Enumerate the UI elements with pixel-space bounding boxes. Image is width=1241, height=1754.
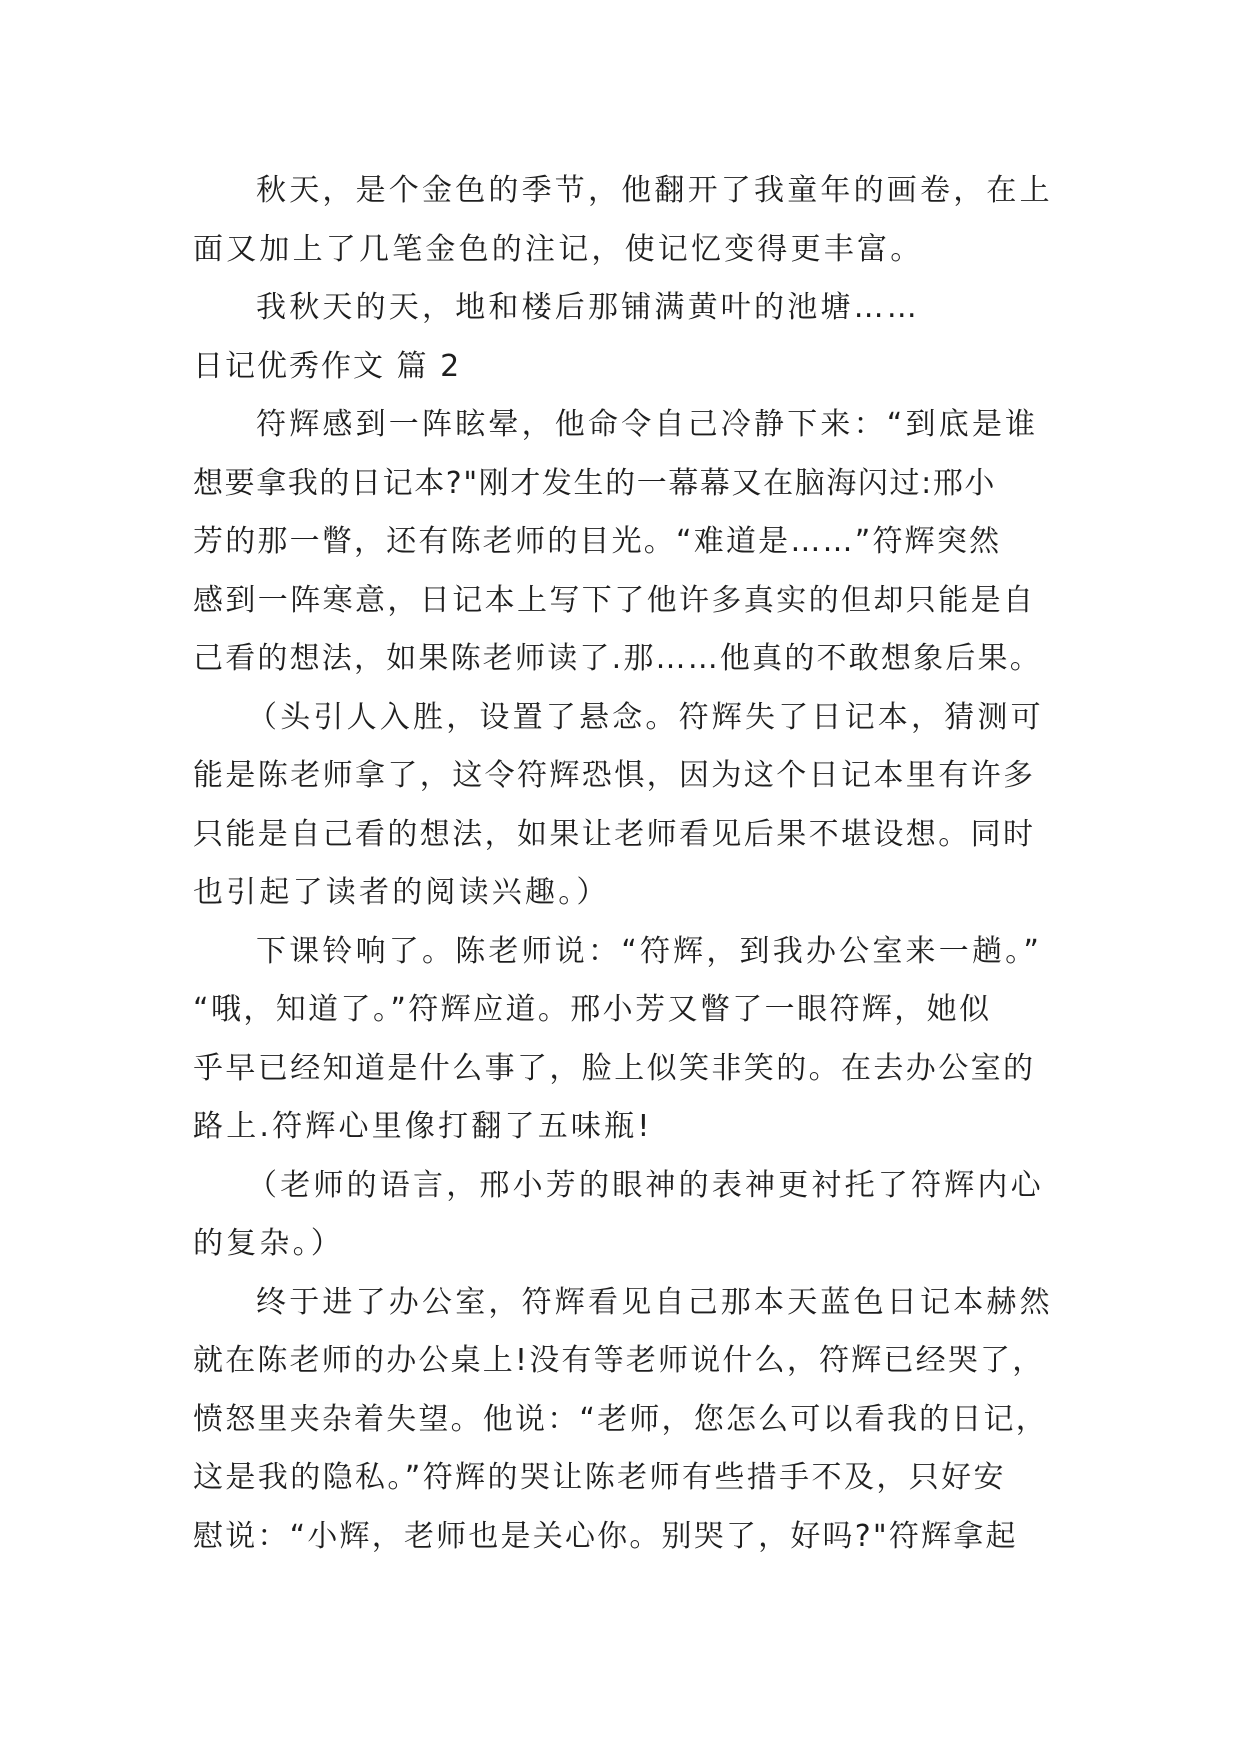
text-line: 乎早已经知道是什么事了，脸上似笑非笑的。在去办公室的 <box>193 1050 1036 1086</box>
text-line: 己看的想法，如果陈老师读了.那……他真的不敢想象后果。 <box>193 641 1042 676</box>
text-line: 符辉感到一阵眩晕，他命令自己冷静下来：“到底是谁 <box>256 407 1039 442</box>
text-line: （头引人入胜，设置了悬念。符辉失了日记本，猜测可 <box>247 699 1044 735</box>
text-line: 只能是自己看的想法，如果让老师看见后果不堪设想。同时 <box>193 816 1036 852</box>
text-line: 感到一阵寒意，日记本上写下了他许多真实的但却只能是自 <box>193 582 1036 618</box>
text-line: 我秋天的天，地和楼后那铺满黄叶的池塘…… <box>256 290 920 325</box>
text-line: 想要拿我的日记本?"刚才发生的一幕幕又在脑海闪过:邢小 <box>193 465 997 501</box>
text-line: 的复杂。） <box>193 1226 344 1261</box>
section-heading: 日记优秀作文 篇 2 <box>193 348 462 384</box>
text-line: 终于进了办公室，符辉看见自己那本天蓝色日记本赫然 <box>256 1284 1053 1320</box>
text-line: “哦，知道了。”符辉应道。邢小芳又瞥了一眼符辉，她似 <box>193 992 992 1027</box>
text-line: 也引起了读者的阅读兴趣。） <box>193 875 610 910</box>
text-line: 芳的那一瞥，还有陈老师的目光。“难道是……”符辉突然 <box>193 524 1002 559</box>
text-line: 秋天，是个金色的季节，他翻开了我童年的画卷，在上 <box>256 173 1053 208</box>
text-line: 慰说：“小辉，老师也是关心你。别哭了，好吗?"符辉拿起 <box>193 1518 1018 1554</box>
text-line: 这是我的隐私。”符辉的哭让陈老师有些措手不及，只好安 <box>193 1460 1006 1495</box>
text-line: 面又加上了几笔金色的注记，使记忆变得更丰富。 <box>193 231 924 267</box>
text-line: （老师的语言，邢小芳的眼神的表神更衬托了符辉内心 <box>247 1167 1044 1203</box>
document-body <box>193 162 1079 1566</box>
text-line: 下课铃响了。陈老师说：“符辉，到我办公室来一趟。” <box>256 933 1043 969</box>
text-line: 路上.符辉心里像打翻了五味瓶! <box>193 1109 653 1144</box>
text-line: 能是陈老师拿了，这令符辉恐惧，因为这个日记本里有许多 <box>193 758 1036 793</box>
text-line: 就在陈老师的办公桌上!没有等老师说什么，符辉已经哭了， <box>193 1343 1045 1378</box>
text-line: 愤怒里夹杂着失望。他说：“老师，您怎么可以看我的日记， <box>193 1401 1048 1437</box>
